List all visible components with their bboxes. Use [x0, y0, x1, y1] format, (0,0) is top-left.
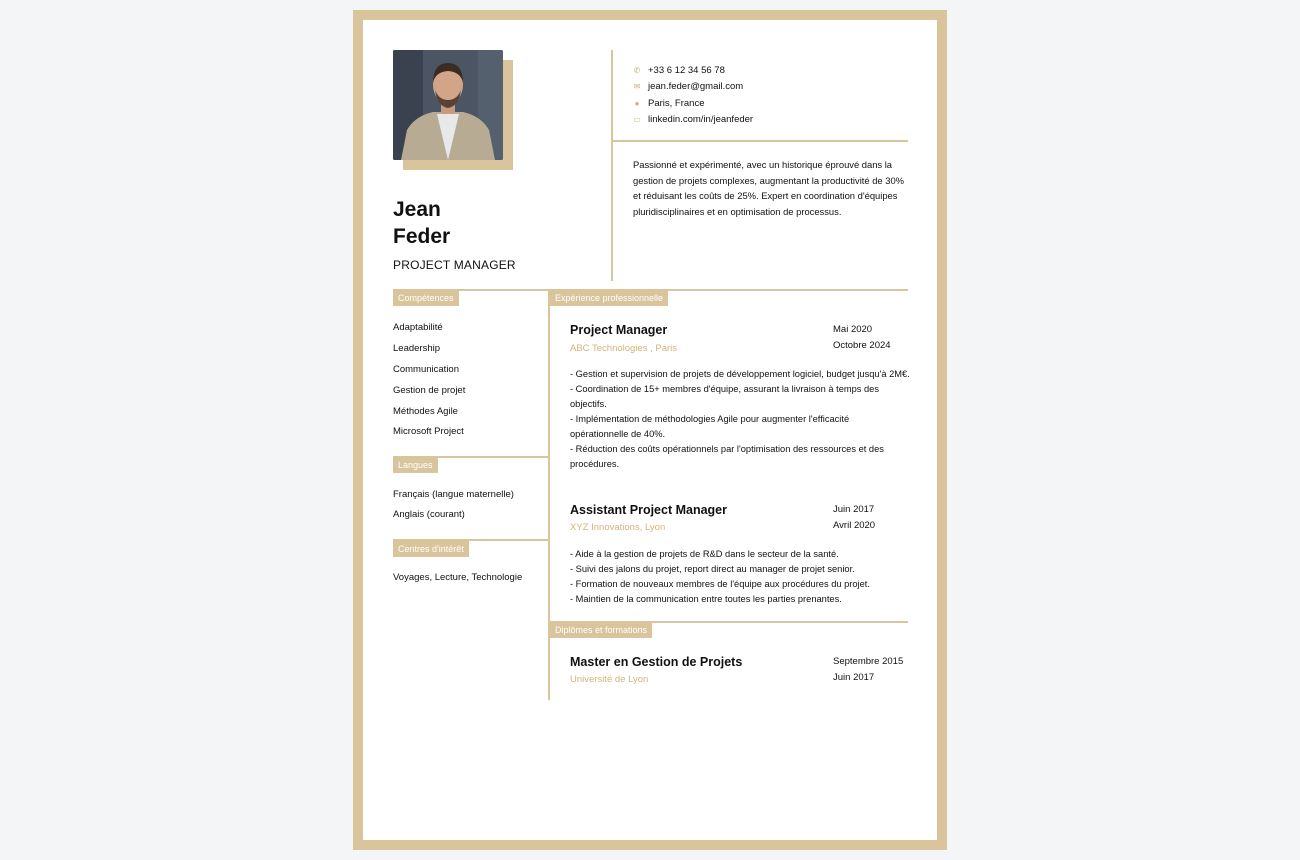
- contact-linkedin: [633, 114, 753, 125]
- experience-title: Assistant Project Manager: [570, 503, 727, 517]
- location-text: Paris, France: [648, 98, 705, 109]
- person-photo-illustration: [393, 50, 503, 160]
- languages-heading: Langues: [393, 457, 438, 473]
- date-start: Septembre 2015: [833, 656, 904, 667]
- education-school: Université de Lyon: [570, 674, 649, 685]
- body-vertical-divider: [548, 290, 550, 700]
- contact-divider: [612, 140, 908, 142]
- education-heading: Diplômes et formations: [550, 622, 652, 638]
- phone-text: +33 6 12 34 56 78: [648, 65, 725, 76]
- contact-location: [633, 98, 705, 109]
- skill-item: Leadership: [393, 343, 441, 354]
- experience-dates: [833, 502, 875, 533]
- education-title: Master en Gestion de Projets: [570, 655, 743, 669]
- experience-dates: [833, 322, 891, 353]
- phone-icon: ✆: [633, 66, 641, 75]
- last-name: Feder: [393, 225, 451, 248]
- contact-phone: [633, 65, 725, 76]
- experience-heading: Expérience professionnelle: [550, 290, 668, 306]
- skill-item: Adaptabilité: [393, 322, 443, 333]
- date-start: Juin 2017: [833, 504, 875, 515]
- bullet-item: - Maintien de la communication entre toutes les parties prenantes.: [570, 594, 842, 604]
- location-pin-icon: ●: [634, 99, 640, 108]
- date-end: Avril 2020: [833, 519, 876, 531]
- contact-email: [633, 81, 743, 92]
- experience-bullets: [570, 547, 910, 607]
- page-frame: [353, 10, 947, 850]
- interests-heading: Centres d'intérêt: [393, 541, 469, 557]
- linkedin-text: linkedin.com/in/jeanfeder: [648, 114, 754, 125]
- first-name: Jean: [393, 198, 441, 221]
- profile-summary: Passionné et expérimenté, avec un historique éprouvé dans la gestion de projets complexes, augmentant la productivité de 30% et réduisant les coûts de 25%. Expert en coordination d'équipes pluridisciplinaires et en optimisation de processus.: [633, 159, 904, 217]
- skill-item: Méthodes Agile: [393, 406, 458, 417]
- header-vertical-divider: [611, 50, 613, 281]
- skill-item: Microsoft Project: [393, 426, 464, 437]
- bullet-item: - Aide à la gestion de projets de R&D dans le secteur de la santé.: [570, 549, 839, 559]
- education-dates: [833, 654, 903, 685]
- bullet-item: - Réduction des coûts opérationnels par l'optimisation des ressources et des procédures.: [570, 444, 884, 469]
- experience-bullets: [570, 367, 910, 472]
- interests-text: Voyages, Lecture, Technologie: [393, 572, 523, 583]
- date-end: Octobre 2024: [833, 339, 891, 351]
- skills-heading: Compétences: [393, 290, 459, 306]
- bullet-item: - Implémentation de méthodologies Agile pour augmenter l'efficacité opérationnelle de 40%.: [570, 414, 850, 439]
- date-end: Juin 2017: [833, 671, 875, 683]
- bullet-item: - Formation de nouveaux membres de l'équipe aux procédures du projet.: [570, 579, 870, 589]
- mail-icon: ✉: [633, 82, 641, 91]
- email-text: jean.feder@gmail.com: [648, 81, 744, 92]
- bullet-item: - Suivi des jalons du projet, report direct au manager de projet senior.: [570, 564, 855, 574]
- experience-company: XYZ Innovations, Lyon: [570, 522, 666, 533]
- resume-page: [363, 20, 937, 840]
- skill-item: Gestion de projet: [393, 385, 466, 396]
- profile-photo: [393, 50, 503, 160]
- experience-company: ABC Technologies , Paris: [570, 343, 678, 354]
- language-item: Français (langue maternelle): [393, 489, 514, 500]
- skill-item: Communication: [393, 364, 459, 375]
- experience-title: Project Manager: [570, 323, 668, 337]
- bullet-item: - Coordination de 15+ membres d'équipe, assurant la livraison à temps des objectifs.: [570, 384, 879, 409]
- bullet-item: - Gestion et supervision de projets de développement logiciel, budget jusqu'à 2M€.: [570, 369, 910, 379]
- language-item: Anglais (courant): [393, 509, 465, 520]
- date-start: Mai 2020: [833, 324, 873, 335]
- job-title: PROJECT MANAGER: [393, 258, 516, 272]
- laptop-icon: ▭: [633, 115, 641, 124]
- full-name: [393, 196, 450, 250]
